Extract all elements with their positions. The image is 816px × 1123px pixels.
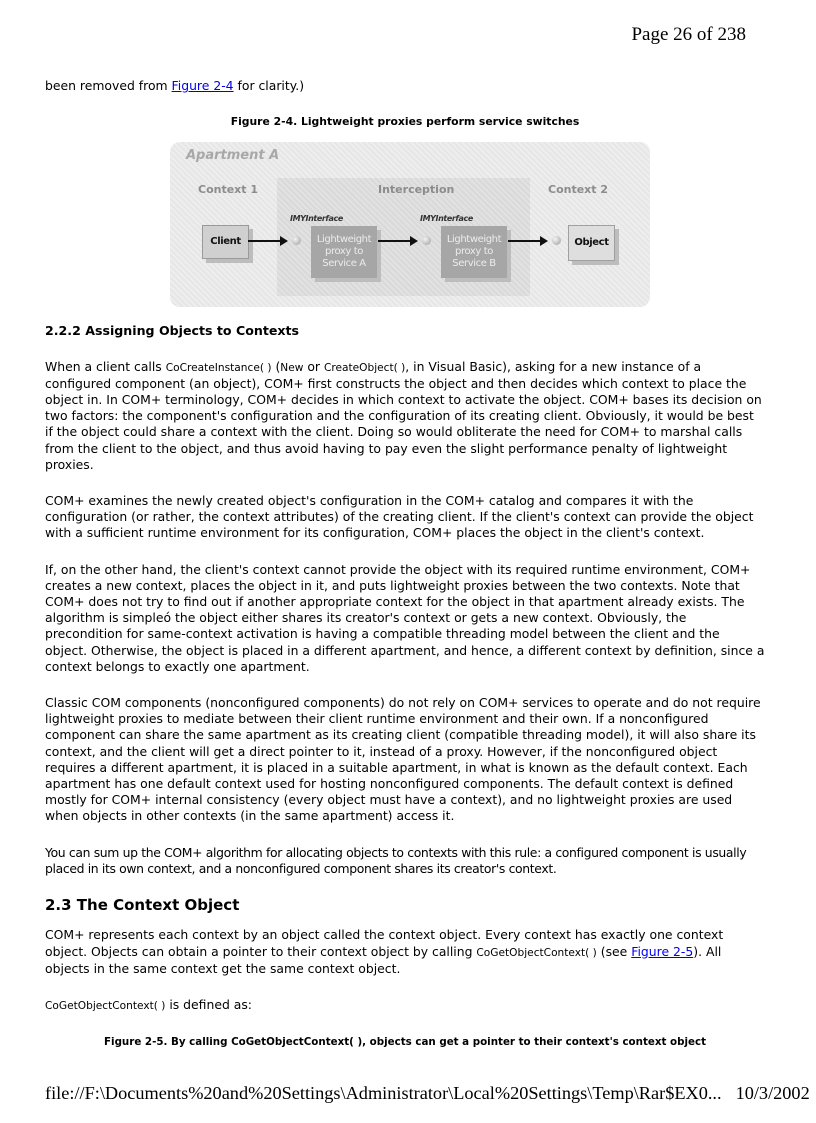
proxy-b-line-3: Service B: [452, 258, 496, 270]
apartment-a-label: Apartment A: [186, 148, 280, 164]
paragraph-defined-as: [45, 997, 765, 1014]
proxy-service-b-box: [441, 226, 507, 278]
interface-label-2: IMYInterface: [420, 214, 473, 224]
text: ). All objects in the same context get the same context object.: [45, 943, 722, 976]
text: or: [303, 358, 324, 374]
interface-label-1: IMYInterface: [290, 214, 343, 224]
arrow-client-to-proxy-a: [248, 240, 286, 242]
text: (: [271, 358, 281, 374]
text: , in Visual Basic), asking for a new instance of a configured component (an object), COM+ first constructs the object and then decides which context to place the object in. In COM+ terminology, COM+ decides in which context to activate the object. COM+ bases its decision on two factors: the component's configuration and the configuration of its creating client. Obviously, it would be best if the object could share a context with the client. Doing so would obliterate the need for COM+ to marshal calls from the client to the object, and thus avoid having to pay even the slight performance penalty of lightweight proxies.: [45, 358, 762, 472]
figure-2-4-link[interactable]: Figure 2-4: [171, 78, 234, 93]
context-1-label: Context 1: [198, 183, 259, 197]
proxy-b-line-1: Lightweight: [446, 234, 502, 246]
context-2-label: Context 2: [548, 183, 609, 197]
paragraph-5: You can sum up the COM+ algorithm for allocating objects to contexts with this rule: a configured component is usually placed in its own context, and a nonconfigured component shares its creator's context.: [45, 844, 747, 876]
text: is defined as:: [165, 996, 252, 1012]
client-box: Client: [202, 225, 249, 259]
print-date: 10/3/2002: [735, 1083, 810, 1103]
code-createobject: CreateObject( ): [323, 361, 406, 374]
intro-text: been removed from: [45, 78, 172, 93]
proxy-b-line-2: proxy to: [455, 246, 493, 258]
paragraph-1: [45, 359, 765, 473]
page-footer: [45, 1083, 810, 1104]
document-body: [45, 78, 765, 1062]
proxy-a-line-1: Lightweight: [316, 234, 372, 246]
proxy-service-a-box: [311, 226, 377, 278]
figure-2-4-diagram: [170, 142, 650, 307]
paragraph-3: If, on the other hand, the client's context cannot provide the object with its required runtime environment, COM+ creates a new context, places the object in it, and puts lightweight proxies between the two contexts. Note that COM+ does not try to find out if another appropriate context for the object in that apartment already exists. The algorithm is simpleó the object either shares its creator's context or gets a new context. Obviously, the precondition for same-context activation is having a compatible threading model between the client and the object. Otherwise, the object is placed in a different apartment, and hence, a different context by definition, since a context belongs to exactly one apartment.: [45, 561, 765, 674]
arrow-proxy-b-to-object: [508, 240, 546, 242]
proxy-a-line-3: Service A: [322, 258, 366, 270]
proxy-a-line-2: proxy to: [325, 246, 363, 258]
page-number-header: Page 26 of 238: [631, 24, 746, 45]
text: COM+ represents each context by an object called the context object. Every context has exactly one context object. Objects can obtain a pointer to their context object by calling: [45, 927, 724, 959]
intro-paragraph: [45, 78, 765, 94]
object-box: Object: [568, 225, 615, 261]
code-cogetobjectcontext: CoGetObjectContext( ): [476, 946, 597, 959]
text: (see: [596, 943, 632, 959]
paragraph-2: COM+ examines the newly created object's configuration in the COM+ catalog and compares it with the configuration (or rather, the context attributes) of the creating client. If the client's context can provide the object with a sufficient runtime environment for its configuration, COM+ places the object in the client's context.: [45, 493, 754, 541]
figure-2-5-link[interactable]: Figure 2-5: [631, 943, 694, 959]
arrow-proxy-a-to-proxy-b: [378, 240, 416, 242]
interception-label: Interception: [378, 183, 455, 197]
file-path: file://F:\Documents%20and%20Settings\Administrator\Local%20Settings\Temp\Rar$EX0...: [45, 1083, 722, 1103]
paragraph-4: Classic COM components (nonconfigured components) do not rely on COM+ services to operate and do not require lightweight proxies to mediate between their client runtime environment and their own. If a nonconfigured component can share the same apartment as its creating client (compatible threading model), it will also share its context, and the client will get a direct pointer to it, instead of a proxy. However, if the nonconfigured object requires a different apartment, it is placed in a suitable apartment, in what is known as the default context. Each apartment has one default context used for hosting nonconfigured components. The default context is defined mostly for COM+ internal consistency (every object must have a context), and no lightweight proxies are used when objects in other contexts (in the same apartment) access it.: [45, 695, 761, 824]
code-cocreateinstance: CoCreateInstance( ): [165, 361, 272, 374]
section-heading-2-2-2: 2.2.2 Assigning Objects to Contexts: [45, 323, 300, 339]
intro-text-end: for clarity.): [233, 78, 305, 93]
figure-2-4-caption: Figure 2-4. Lightweight proxies perform service switches: [230, 115, 580, 129]
figure-2-5-caption: Figure 2-5. By calling CoGetObjectContext( ), objects can get a pointer to their context's context object: [104, 1036, 706, 1049]
code-new: New: [280, 361, 304, 374]
code-cogetobjectcontext: CoGetObjectContext( ): [45, 999, 166, 1012]
text: When a client calls: [45, 358, 166, 374]
paragraph-context-object: [45, 927, 765, 977]
section-heading-2-3: 2.3 The Context Object: [45, 896, 240, 915]
